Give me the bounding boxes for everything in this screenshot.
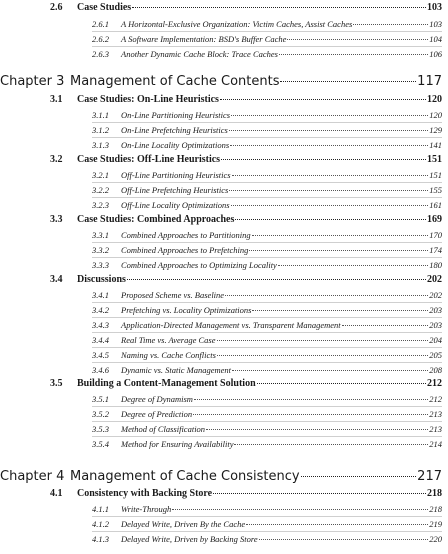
page-number: 106 <box>429 49 442 59</box>
toc-subsection-3-1-1[interactable] <box>92 110 442 120</box>
toc-subsection-3-2-3[interactable] <box>92 200 442 210</box>
toc-subsection-3-5-1[interactable] <box>92 394 442 404</box>
subsection-title: Dynamic vs. Static Management <box>121 365 231 375</box>
page-number: 204 <box>429 335 442 345</box>
dot-leader <box>220 99 426 100</box>
subsection-title: Write-Through <box>121 504 172 514</box>
subsection-title: Combined Approaches to Partitioning <box>121 230 251 240</box>
subsection-number: 3.5.3 <box>92 424 109 434</box>
toc-subsection-2-6-2[interactable] <box>92 34 442 44</box>
page-number: 212 <box>429 394 442 404</box>
page-number: 161 <box>429 200 442 210</box>
page-number: 202 <box>429 290 442 300</box>
row-divider <box>92 317 442 318</box>
dot-leader <box>232 175 429 176</box>
subsection-number: 3.3.3 <box>92 260 109 270</box>
dot-leader <box>194 399 428 400</box>
dot-leader <box>279 54 428 55</box>
section-number: 2.6 <box>50 2 63 13</box>
section-title: Consistency with Backing Store <box>77 488 213 499</box>
dot-leader <box>225 295 428 296</box>
toc-subsection-3-1-2[interactable] <box>92 125 442 135</box>
section-title: Discussions <box>77 274 126 285</box>
dot-leader <box>287 39 428 40</box>
row-divider <box>92 197 442 198</box>
toc-subsection-3-5-3[interactable] <box>92 424 442 434</box>
subsection-number: 3.1.1 <box>92 110 109 120</box>
subsection-title: Real Time vs. Average Case <box>121 335 216 345</box>
toc-subsection-3-4-4[interactable] <box>92 335 442 345</box>
subsection-number: 3.2.3 <box>92 200 109 210</box>
page-number: 212 <box>427 378 442 389</box>
page-number: 208 <box>429 365 442 375</box>
page-number: 120 <box>429 110 442 120</box>
page-number: 151 <box>429 170 442 180</box>
row-divider <box>92 436 442 437</box>
dot-leader <box>230 145 428 146</box>
section-number: 4.1 <box>50 488 63 499</box>
dot-leader <box>206 429 428 430</box>
toc-subsection-4-1-2[interactable] <box>92 519 442 529</box>
row-divider <box>92 46 442 47</box>
toc-subsection-3-4-1[interactable] <box>92 290 442 300</box>
toc-subsection-3-4-3[interactable] <box>92 320 442 330</box>
subsection-title: On-Line Locality Optimizations <box>121 140 230 150</box>
dot-leader <box>231 205 429 206</box>
page-number: 205 <box>429 350 442 360</box>
subsection-title: A Software Implementation: BSD's Buffer Cache <box>121 34 287 44</box>
subsection-number: 3.1.3 <box>92 140 109 150</box>
row-divider <box>92 347 442 348</box>
section-title: Case Studies: Off-Line Heuristics <box>77 154 221 165</box>
chapter-title: Management of Cache Consistency <box>70 469 300 484</box>
dot-leader <box>217 355 428 356</box>
toc-subsection-2-6-1[interactable] <box>92 19 442 29</box>
toc-subsection-3-5-4[interactable] <box>92 439 442 449</box>
subsection-number: 3.2.2 <box>92 185 109 195</box>
subsection-title: On-Line Prefetching Heuristics <box>121 125 228 135</box>
chapter-label: Chapter 3 <box>0 74 65 89</box>
toc-subsection-3-2-2[interactable] <box>92 185 442 195</box>
subsection-number: 2.6.3 <box>92 49 109 59</box>
toc-section-3-4[interactable] <box>50 274 442 285</box>
page-number: 103 <box>429 19 442 29</box>
subsection-number: 4.1.2 <box>92 519 109 529</box>
row-divider <box>92 137 442 138</box>
dot-leader <box>229 130 428 131</box>
chapter-label: Chapter 4 <box>0 469 65 484</box>
page-number: 169 <box>427 214 442 225</box>
subsection-number: 3.4.3 <box>92 320 109 330</box>
row-divider <box>92 302 442 303</box>
page-number: 141 <box>429 140 442 150</box>
subsection-number: 3.1.2 <box>92 125 109 135</box>
section-title: Case Studies <box>77 2 132 13</box>
subsection-title: Method for Ensuring Availability <box>121 439 234 449</box>
dot-leader <box>172 509 428 510</box>
toc-section-3-3[interactable] <box>50 214 442 225</box>
dot-leader <box>132 7 426 8</box>
toc-subsection-3-5-2[interactable] <box>92 409 442 419</box>
subsection-title: Delayed Write, Driven by Backing Store <box>121 534 258 544</box>
section-title: Case Studies: On-Line Heuristics <box>77 94 219 105</box>
row-divider <box>92 406 442 407</box>
subsection-number: 3.5.1 <box>92 394 109 404</box>
subsection-title: A Horizontal-Exclusive Organization: Victim Caches, Assist Caches <box>121 19 353 29</box>
subsection-title: Method of Classification <box>121 424 206 434</box>
dot-leader <box>234 444 428 445</box>
toc-subsection-3-4-5[interactable] <box>92 350 442 360</box>
page-number: 213 <box>429 424 442 434</box>
dot-leader <box>217 340 429 341</box>
toc-chapter-3[interactable] <box>0 74 442 89</box>
row-divider <box>92 31 442 32</box>
subsection-title: Prefetching vs. Locality Optimizations <box>121 305 252 315</box>
section-title: Case Studies: Combined Approaches <box>77 214 235 225</box>
subsection-title: Proposed Scheme vs. Baseline <box>121 290 225 300</box>
subsection-title: Combined Approaches to Optimizing Locality <box>121 260 277 270</box>
toc-subsection-3-2-1[interactable] <box>92 170 442 180</box>
dot-leader <box>257 383 426 384</box>
page-number: 218 <box>427 488 442 499</box>
subsection-title: Naming vs. Cache Conflicts <box>121 350 216 360</box>
page-number: 151 <box>427 154 442 165</box>
page-number: 213 <box>429 409 442 419</box>
page-number: 214 <box>429 439 442 449</box>
toc-subsection-2-6-3[interactable] <box>92 49 442 59</box>
subsection-number: 4.1.3 <box>92 534 109 544</box>
toc-chapter-4[interactable] <box>0 469 442 484</box>
row-divider <box>92 332 442 333</box>
toc-section-3-1[interactable] <box>50 94 442 105</box>
toc-section-3-5[interactable] <box>50 378 442 389</box>
page-number: 218 <box>429 504 442 514</box>
toc-subsection-4-1-3[interactable] <box>92 534 442 544</box>
row-divider <box>92 362 442 363</box>
dot-leader <box>229 190 428 191</box>
toc-section-3-2[interactable] <box>50 154 442 165</box>
page-number: 219 <box>429 519 442 529</box>
dot-leader <box>252 310 428 311</box>
subsection-title: Degree of Prediction <box>121 409 193 419</box>
toc-subsection-3-3-2[interactable] <box>92 245 442 255</box>
page-number: 155 <box>429 185 442 195</box>
subsection-title: Combined Approaches to Prefetching <box>121 245 249 255</box>
dot-leader <box>278 265 428 266</box>
subsection-number: 2.6.1 <box>92 19 109 29</box>
dot-leader <box>193 414 428 415</box>
subsection-number: 4.1.1 <box>92 504 109 514</box>
toc-subsection-3-4-2[interactable] <box>92 305 442 315</box>
subsection-title: Another Dynamic Cache Block: Trace Caches <box>121 49 278 59</box>
page-number: 117 <box>417 74 442 89</box>
chapter-title: Management of Cache Contents <box>70 74 280 89</box>
toc-section-2-6[interactable] <box>50 2 442 13</box>
row-divider <box>92 531 442 532</box>
subsection-title: Degree of Dynamism <box>121 394 193 404</box>
section-number: 3.5 <box>50 378 63 389</box>
subsection-number: 3.4.4 <box>92 335 109 345</box>
toc-subsection-3-3-1[interactable] <box>92 230 442 240</box>
section-number: 3.3 <box>50 214 63 225</box>
dot-leader <box>252 235 429 236</box>
subsection-number: 3.4.1 <box>92 290 109 300</box>
dot-leader <box>213 493 426 494</box>
dot-leader <box>249 250 428 251</box>
subsection-number: 2.6.2 <box>92 34 109 44</box>
toc-subsection-3-4-6[interactable] <box>92 365 442 375</box>
page-number: 203 <box>429 305 442 315</box>
toc-subsection-3-3-3[interactable] <box>92 260 442 270</box>
section-number: 3.1 <box>50 94 63 105</box>
row-divider <box>92 257 442 258</box>
section-title: Building a Content-Management Solution <box>77 378 256 389</box>
subsection-number: 3.3.2 <box>92 245 109 255</box>
page-number: 120 <box>427 94 442 105</box>
page-number: 174 <box>429 245 442 255</box>
subsection-number: 3.4.2 <box>92 305 109 315</box>
page-number: 103 <box>427 2 442 13</box>
page-number: 203 <box>429 320 442 330</box>
dot-leader <box>246 524 428 525</box>
page-number: 104 <box>429 34 442 44</box>
section-number: 3.2 <box>50 154 63 165</box>
section-number: 3.4 <box>50 274 63 285</box>
subsection-number: 3.5.4 <box>92 439 109 449</box>
subsection-title: Delayed Write, Driven By the Cache <box>121 519 246 529</box>
toc-subsection-3-1-3[interactable] <box>92 140 442 150</box>
toc-subsection-4-1-1[interactable] <box>92 504 442 514</box>
dot-leader <box>221 159 426 160</box>
row-divider <box>92 421 442 422</box>
dot-leader <box>353 24 428 25</box>
subsection-number: 3.5.2 <box>92 409 109 419</box>
row-divider <box>92 182 442 183</box>
dot-leader <box>127 279 426 280</box>
page-number: 170 <box>429 230 442 240</box>
page-number: 180 <box>429 260 442 270</box>
toc-section-4-1[interactable] <box>50 488 442 499</box>
dot-leader <box>342 325 429 326</box>
subsection-title: Off-Line Locality Optimizations <box>121 200 230 210</box>
page-number: 129 <box>429 125 442 135</box>
row-divider <box>92 242 442 243</box>
row-divider <box>92 516 442 517</box>
dot-leader <box>280 81 416 82</box>
subsection-number: 3.3.1 <box>92 230 109 240</box>
page-number: 202 <box>427 274 442 285</box>
subsection-title: Application-Directed Management vs. Transparent Management <box>121 320 341 330</box>
dot-leader <box>235 219 426 220</box>
page-number: 217 <box>417 469 442 484</box>
subsection-title: On-Line Partitioning Heuristics <box>121 110 231 120</box>
dot-leader <box>259 539 429 540</box>
row-divider <box>92 122 442 123</box>
subsection-title: Off-Line Partitioning Heuristics <box>121 170 231 180</box>
dot-leader <box>301 476 417 477</box>
subsection-title: Off-Line Prefetching Heuristics <box>121 185 229 195</box>
subsection-number: 3.4.5 <box>92 350 109 360</box>
dot-leader <box>232 370 428 371</box>
dot-leader <box>231 115 428 116</box>
subsection-number: 3.4.6 <box>92 365 109 375</box>
subsection-number: 3.2.1 <box>92 170 109 180</box>
page-number: 220 <box>429 534 442 544</box>
